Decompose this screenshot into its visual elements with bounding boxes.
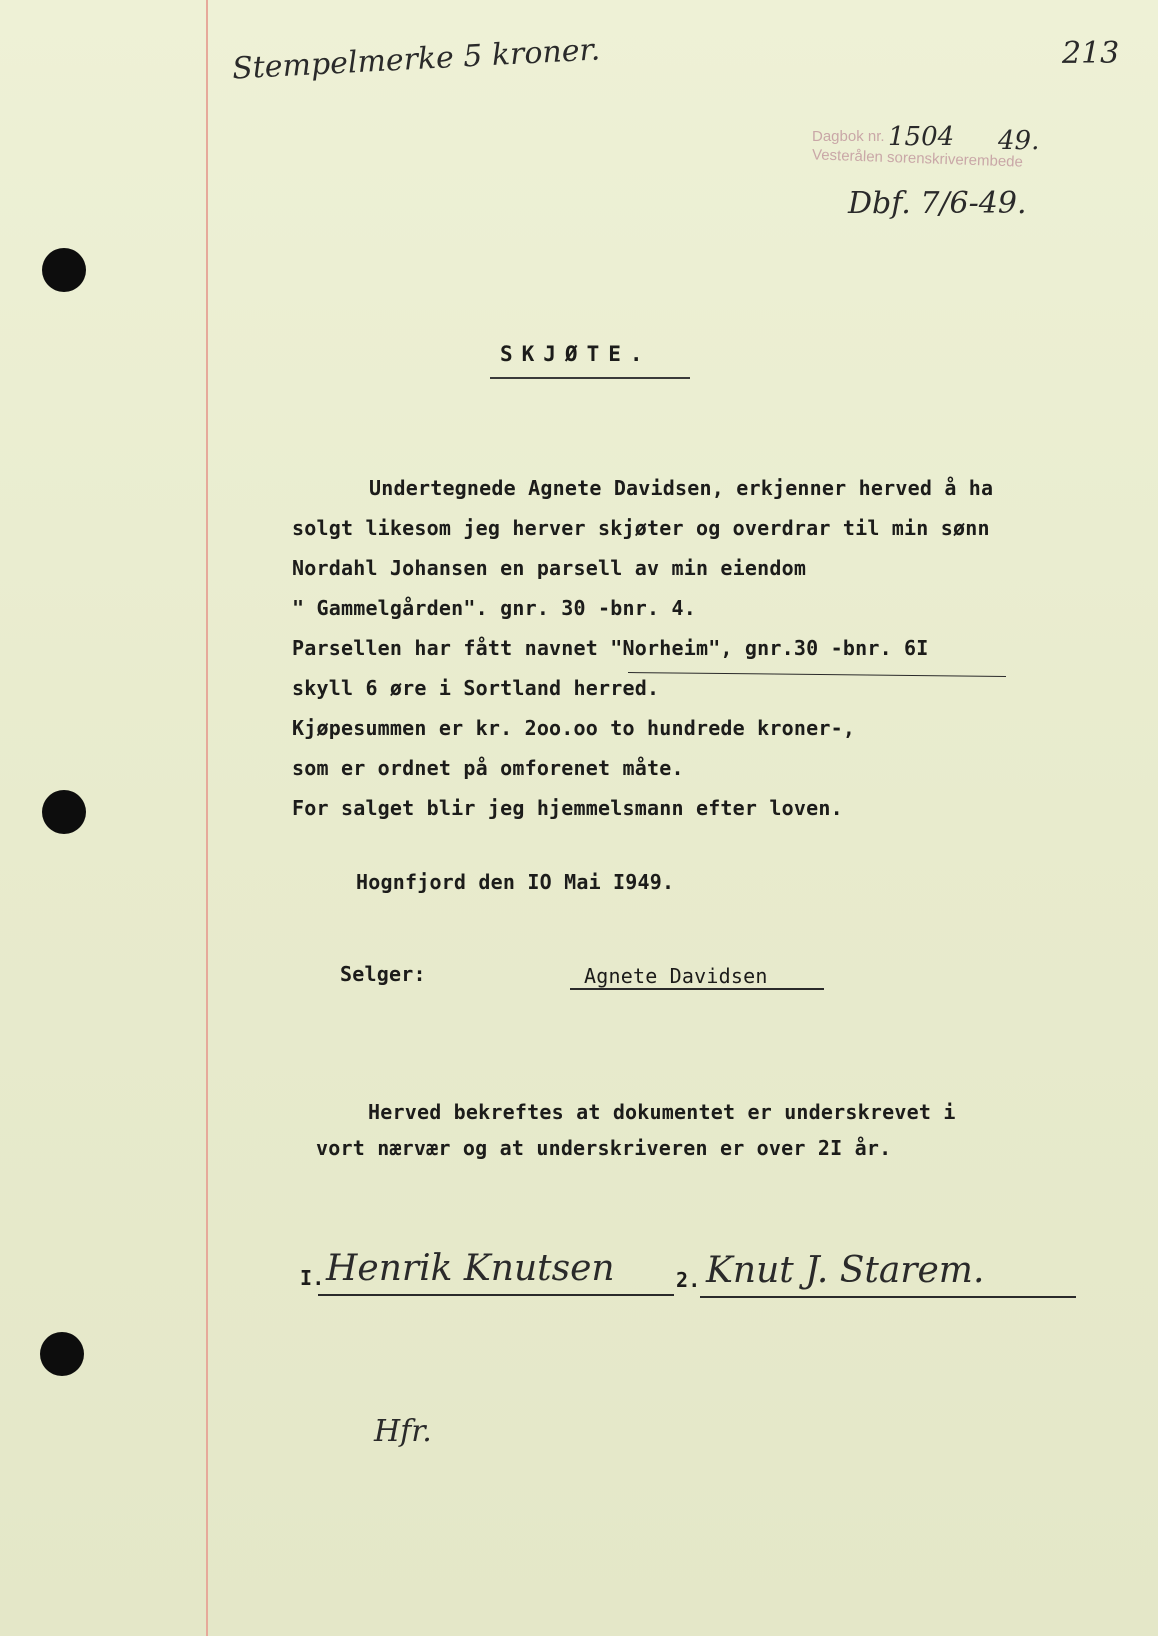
punch-hole-top	[42, 248, 86, 292]
body-line: som er ordnet på omforenet måte.	[292, 756, 684, 780]
seller-label: Selger:	[340, 962, 426, 986]
dagbok-label: Dagbok nr.	[812, 128, 885, 145]
property-underline	[628, 672, 1006, 677]
seller-signature-line	[570, 988, 824, 990]
court-office-stamp: Vesterålen sorenskriverembede	[811, 146, 1024, 171]
dagbok-number: 1504	[888, 122, 955, 152]
registration-date: Dbf. 7/6-49.	[848, 186, 1027, 221]
clerk-initials: Hfr.	[374, 1414, 432, 1449]
page-number: 213	[1062, 36, 1120, 71]
document-title: SKJØTE.	[500, 342, 652, 366]
handwritten-stamp-note: Stempelmerke 5 kroner.	[231, 32, 601, 87]
dagbok-year: 49.	[998, 126, 1040, 156]
witness-signature-line-1	[318, 1294, 674, 1296]
body-line: Nordahl Johansen en parsell av min eiendom	[292, 556, 807, 580]
punch-hole-bottom	[40, 1332, 84, 1376]
body-line: " Gammelgården". gnr. 30 -bnr. 4.	[292, 596, 696, 620]
witness-signature-1: Henrik Knutsen	[326, 1248, 615, 1289]
witness-number-2: 2.	[676, 1268, 701, 1292]
punch-hole-middle	[42, 790, 86, 834]
body-line: Parsellen har fått navnet "Norheim", gnr.30 -bnr. 6I	[292, 636, 929, 660]
witness-statement-line: vort nærvær og at underskriveren er over 2I år.	[316, 1136, 892, 1160]
body-line: Kjøpesummen er kr. 2oo.oo to hundrede kroner-,	[292, 716, 856, 740]
witness-signature-2: Knut J. Starem.	[706, 1250, 985, 1291]
body-line: skyll 6 øre i Sortland herred.	[292, 676, 660, 700]
body-line: Undertegnede Agnete Davidsen, erkjenner herved å ha	[369, 476, 994, 500]
seller-name: Agnete Davidsen	[584, 964, 768, 988]
witness-statement-line: Herved bekreftes at dokumentet er underskrevet i	[368, 1100, 956, 1124]
title-underline	[490, 377, 690, 379]
witness-signature-line-2	[700, 1296, 1076, 1298]
body-line: solgt likesom jeg herver skjøter og overdrar til min sønn	[292, 516, 990, 540]
body-line: For salget blir jeg hjemmelsmann efter loven.	[292, 796, 843, 820]
witness-number-1: I.	[300, 1266, 325, 1290]
margin-line	[206, 0, 208, 1636]
place-date: Hognfjord den IO Mai I949.	[356, 870, 675, 894]
